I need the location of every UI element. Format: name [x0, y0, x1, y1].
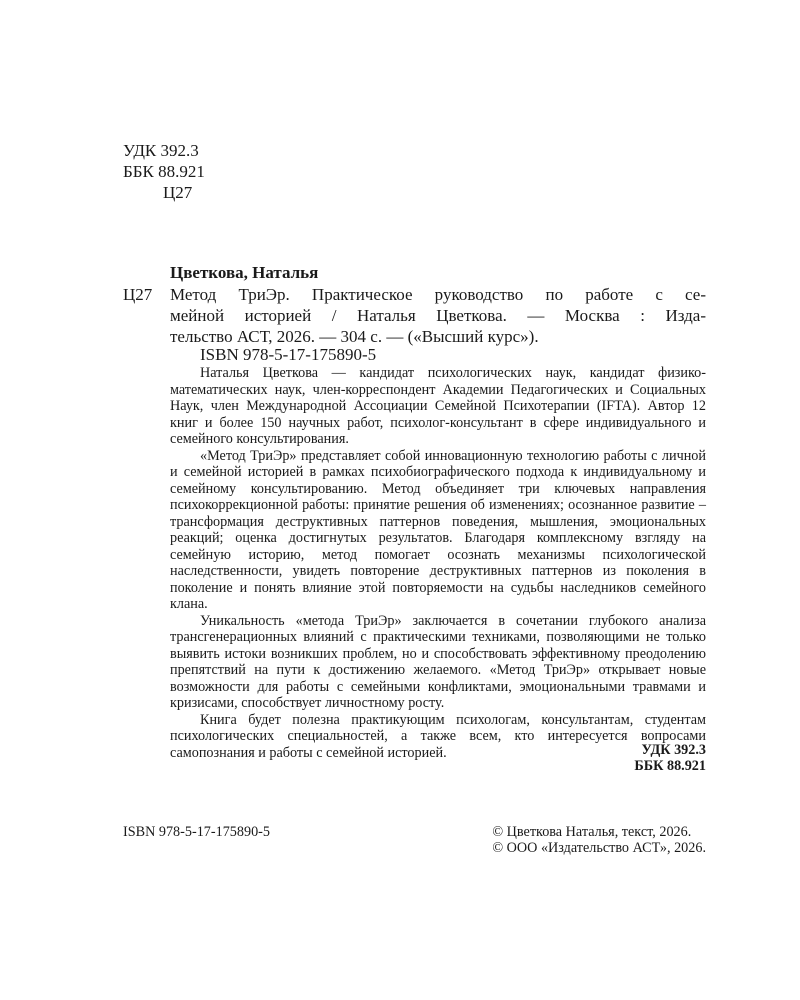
bbk-code: ББК 88.921 [123, 162, 205, 181]
udk-code-right: УДК 392.3 [641, 742, 706, 758]
annotation-paragraph: Книга будет полезна практикующим психологам, консультантам, студентам психологических специальностей, а также всем, кто интересуется вопросами самопознания и работы с семейной историей. [170, 711, 706, 761]
bib-line: тельство АСТ, 2026. — 304 с. — («Высший курс»). [170, 327, 539, 346]
bibliographic-description [170, 284, 706, 347]
annotation [170, 365, 706, 761]
footer-isbn: ISBN 978-5-17-175890-5 [123, 824, 270, 840]
annotation-paragraph: Наталья Цветкова — кандидат психологических наук, кандидат физико-математических наук, член-корреспондент Академии Педагогических и Социальных Наук, член Международной Ассоциации Семейной Психотерапии (IFTA). Автор 12 книг и более 150 научных работ, психолог-консультант в сфере индивидуального и семейного консультирования. [170, 365, 706, 447]
udk-code: УДК 392.3 [123, 141, 199, 160]
bib-line: Метод ТриЭр. Практическое руководство по работе с се- [170, 285, 706, 304]
bbk-code-right: ББК 88.921 [634, 758, 706, 774]
copyright-author: © Цветкова Наталья, текст, 2026. [492, 824, 692, 840]
record-isbn: ISBN 978-5-17-175890-5 [200, 345, 377, 364]
annotation-paragraph: «Метод ТриЭр» представляет собой инновационную технологию работы с личной и семейной историей в рамках психобиографического подхода к индивидуальному и семейному консультированию. Метод объединяет три ключевых направления психокоррекционной работы: принятие решения об изменениях; осознанное развитие – трансформация деструктивных паттернов поведения, мышления, эмоциональных реакций; оценка достигнутых результатов. Благодаря комплексному взгляду на семейную историю, метод помогает осознать механизмы психологической наследственности, увидеть повторение деструктивных паттернов из поколения в поколение и понять влияние этой повторяемости на судьбы наследников семейного клана. [170, 447, 706, 612]
annotation-paragraph: Уникальность «метода ТриЭр» заключается в сочетании глубокого анализа трансгенерационных влияний с практическими техниками, позволяющими не только выявить истоки возникших проблем, но и способствовать эффективному преодолению препятствий на пути к достижению желаемого. «Метод ТриЭр» открывает новые возможности для работы с семейными конфликтами, эмоциональными травмами и кризисами, способствует личностному росту. [170, 612, 706, 711]
bib-line: мейной историей / Наталья Цветкова. — Москва : Изда- [170, 306, 706, 325]
copyright-publisher: © ООО «Издательство АСТ», 2026. [492, 840, 706, 856]
copyright-block [492, 824, 706, 856]
classification-codes-right [634, 742, 706, 774]
author-mark: Ц27 [163, 183, 193, 202]
record-author-mark: Ц27 [123, 285, 153, 304]
author-heading: Цветкова, Наталья [170, 263, 319, 282]
